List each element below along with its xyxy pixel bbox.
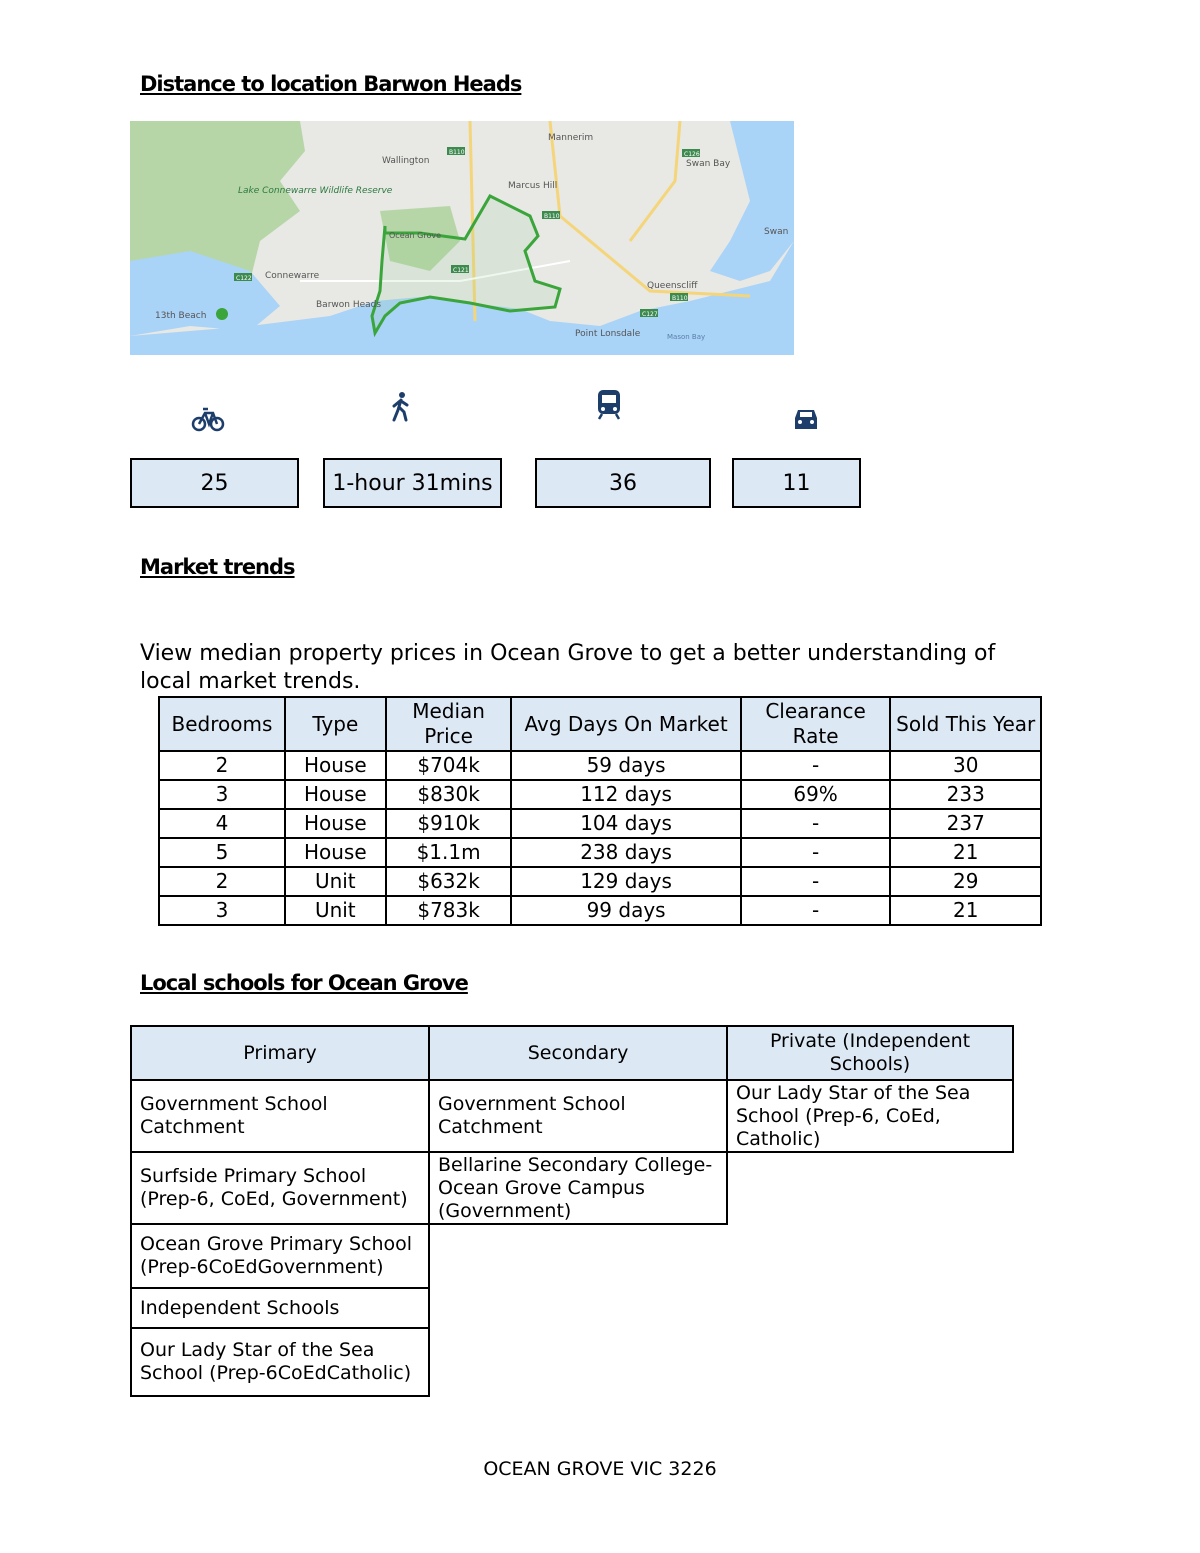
table-header-row: [159, 697, 1041, 751]
map-label: Ocean Grove: [389, 231, 441, 240]
table-row: 3 House $830k 112 days 69% 233: [159, 780, 1041, 809]
primary-school-cell: Government School Catchment: [130, 1079, 430, 1153]
table-row: 3 Unit $783k 99 days - 21: [159, 896, 1041, 925]
svg-text:B110: B110: [449, 149, 465, 156]
column-header: Type: [285, 697, 386, 751]
car-icon: [789, 402, 823, 436]
column-header: Avg Days On Market: [511, 697, 740, 751]
map-label: Mason Bay: [667, 333, 706, 341]
primary-school-cell: Our Lady Star of the Sea School (Prep-6CoEdCatholic): [130, 1327, 430, 1397]
car-time: 11: [732, 458, 861, 508]
market-heading: Market trends: [140, 555, 295, 579]
map-label: Queenscliff: [647, 281, 698, 291]
walking-icon: [384, 390, 418, 424]
svg-text:C122: C122: [236, 275, 252, 282]
secondary-column-header: Secondary: [428, 1025, 728, 1081]
svg-text:B110: B110: [672, 295, 688, 302]
primary-school-cell: Ocean Grove Primary School (Prep-6CoEdGovernment): [130, 1223, 430, 1289]
table-row: 4 House $910k 104 days - 237: [159, 809, 1041, 838]
location-map[interactable]: [130, 121, 794, 355]
market-table: [158, 696, 1042, 926]
svg-text:C121: C121: [453, 267, 469, 274]
bicycle-time: 25: [130, 458, 299, 508]
column-header: Clearance Rate: [741, 697, 891, 751]
table-row: 2 Unit $632k 129 days - 29: [159, 867, 1041, 896]
map-label: Marcus Hill: [508, 181, 558, 191]
column-header: Bedrooms: [159, 697, 285, 751]
map-pin-icon: [216, 308, 228, 320]
map-label: Connewarre: [265, 271, 320, 281]
table-row: 5 House $1.1m 238 days - 21: [159, 838, 1041, 867]
map-label: Mannerim: [548, 133, 594, 143]
map-label: Swan Bay: [686, 159, 731, 169]
private-column-header: Private (Independent Schools): [726, 1025, 1014, 1081]
map-label: Point Lonsdale: [575, 329, 641, 339]
bicycle-icon: [191, 402, 225, 436]
svg-text:C126: C126: [684, 151, 700, 158]
page-footer: OCEAN GROVE VIC 3226: [483, 1458, 717, 1480]
map-label: Swan: [764, 227, 789, 237]
market-intro: View median property prices in Ocean Grove to get a better understanding of local market trends.: [140, 641, 996, 694]
primary-school-cell: Surfside Primary School (Prep-6, CoEd, Government): [130, 1151, 430, 1225]
walking-time: 1-hour 31mins: [323, 458, 502, 508]
train-icon: [592, 388, 626, 422]
distance-heading: Distance to location Barwon Heads: [140, 72, 522, 96]
column-header: Sold This Year: [890, 697, 1041, 751]
column-header: Median Price: [386, 697, 512, 751]
schools-heading: Local schools for Ocean Grove: [140, 971, 468, 995]
map-label: Barwon Heads: [316, 300, 382, 310]
table-row: 2 House $704k 59 days - 30: [159, 751, 1041, 780]
map-label: Lake Connewarre Wildlife Reserve: [238, 186, 393, 196]
map-label: 13th Beach: [155, 311, 207, 321]
svg-text:C127: C127: [642, 311, 658, 318]
secondary-school-cell: Government School Catchment: [428, 1079, 728, 1153]
map-label: Wallington: [382, 156, 430, 166]
private-school-cell: Our Lady Star of the Sea School (Prep-6, CoEd, Catholic): [726, 1079, 1014, 1153]
primary-school-cell: Independent Schools: [130, 1287, 430, 1329]
train-time: 36: [535, 458, 711, 508]
primary-column-header: Primary: [130, 1025, 430, 1081]
map-canvas: [130, 121, 794, 355]
secondary-school-cell: Bellarine Secondary College- Ocean Grove Campus (Government): [428, 1151, 728, 1225]
svg-text:B110: B110: [544, 213, 560, 220]
